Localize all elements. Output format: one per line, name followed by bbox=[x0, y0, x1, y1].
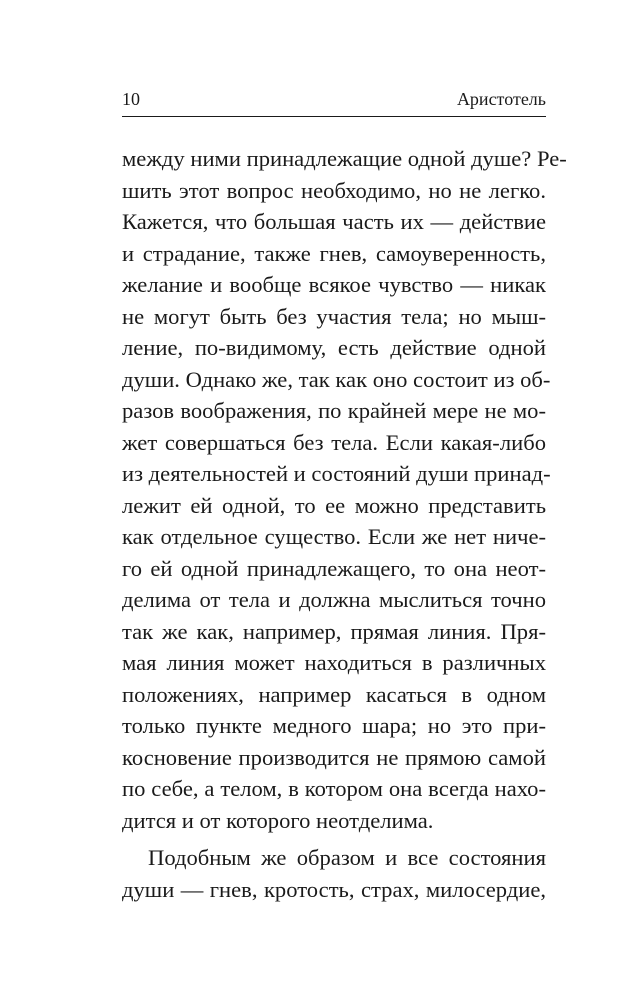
page-header bbox=[122, 86, 546, 112]
text-line: между ними принадлежащие одной душе? Ре- bbox=[122, 146, 567, 171]
text-line: и страдание, также гнев, самоуверенность, bbox=[122, 240, 546, 266]
text-line: не могут быть без участия тела; но мыш- bbox=[122, 303, 546, 329]
body-text bbox=[122, 143, 567, 905]
text-line: дится и от которого неотделима. bbox=[122, 807, 434, 833]
header-rule bbox=[122, 116, 546, 117]
text-line: разов воображения, по крайней мере не мо- bbox=[122, 398, 546, 423]
text-line: желание и вообще всякое чувство — никак bbox=[122, 272, 546, 297]
paragraph bbox=[122, 143, 567, 836]
text-line: косновение производится не прямою самой bbox=[122, 744, 546, 770]
text-line: шить этот вопрос необходимо, но не легко. bbox=[122, 177, 546, 203]
text-line: ление, по-видимому, есть действие одной bbox=[122, 335, 546, 360]
text-line: лежит ей одной, то ее можно представить bbox=[122, 492, 546, 518]
text-line: го ей одной принадлежащего, то она неот- bbox=[122, 555, 546, 581]
page-number: 10 bbox=[122, 89, 140, 109]
text-line: мая линия может находиться в различных bbox=[122, 650, 546, 675]
running-title: Аристотель bbox=[456, 89, 546, 109]
text-line: как отдельное существо. Если же нет ниче- bbox=[122, 524, 546, 549]
text-line: только пункте медного шара; но это при- bbox=[122, 713, 546, 738]
text-line: Кажется, что большая часть их — действие bbox=[122, 209, 546, 234]
text-line: по себе, а телом, в котором она всегда нахо- bbox=[122, 776, 546, 801]
paragraph bbox=[122, 842, 546, 905]
text-line: так же как, например, прямая линия. Пря- bbox=[122, 618, 546, 644]
text-line: из деятельностей и состояний души принад- bbox=[122, 461, 551, 486]
text-line: жет совершаться без тела. Если какая-либо bbox=[122, 429, 546, 455]
text-line: делима от тела и должна мыслиться точно bbox=[122, 587, 546, 612]
text-line: души. Однако же, так как оно состоит из об- bbox=[122, 366, 551, 392]
text-line: Подобным же образом и все состояния bbox=[148, 845, 546, 870]
text-line: положениях, например касаться в одном bbox=[122, 681, 546, 707]
text-line: души — гнев, кротость, страх, милосердие, bbox=[122, 876, 546, 902]
